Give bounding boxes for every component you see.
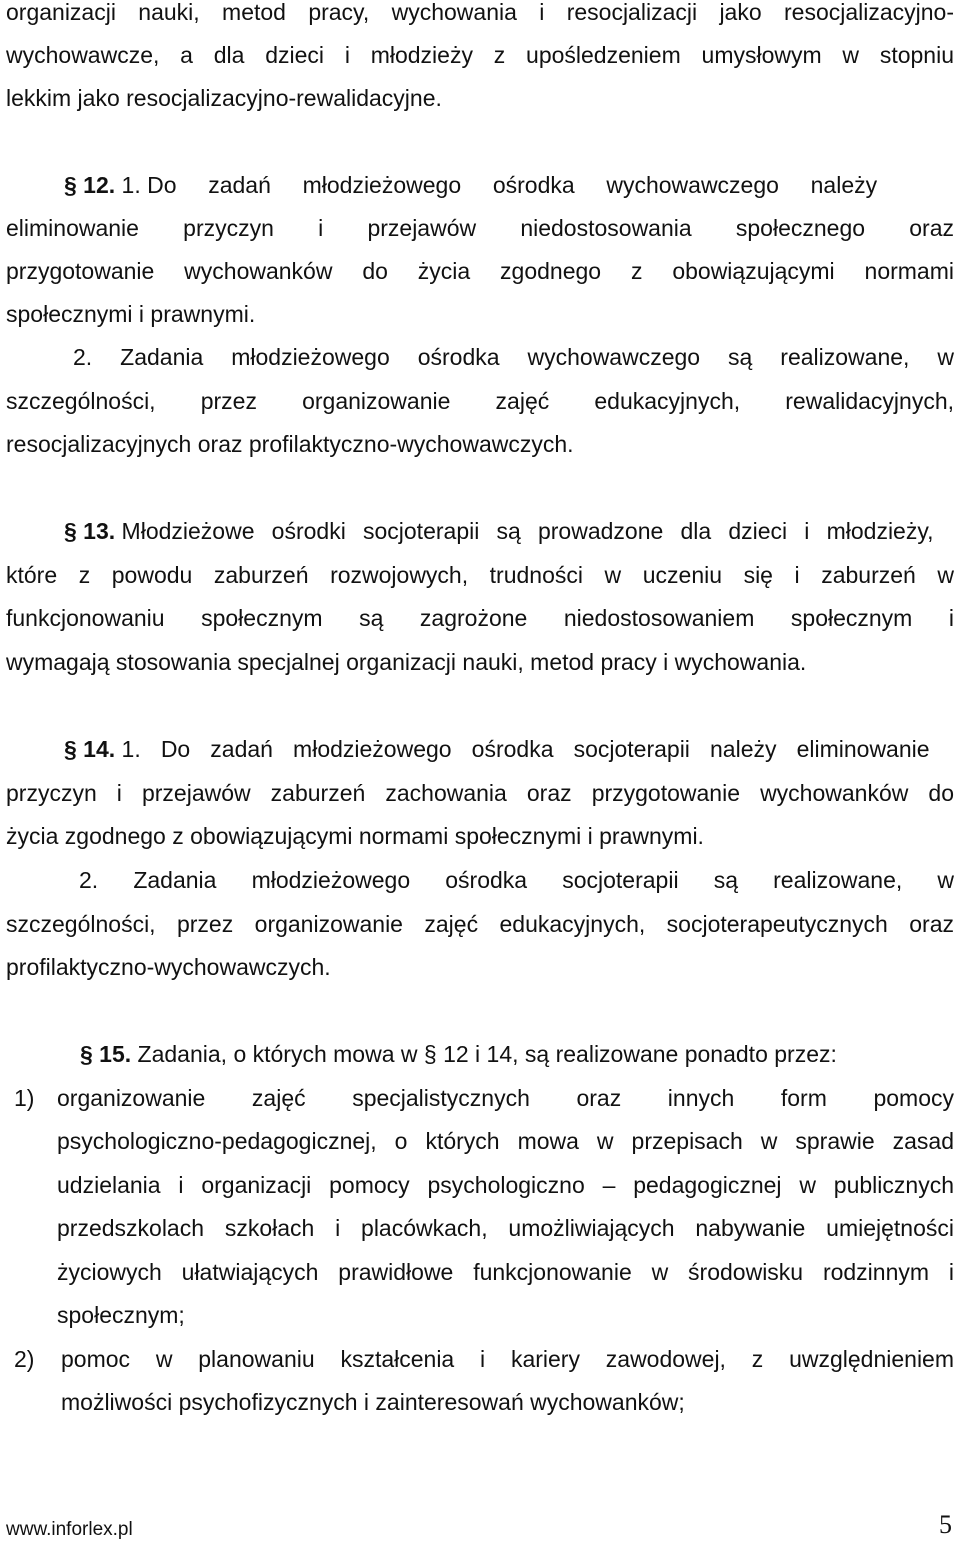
paragraph-line: wychowawcze, a dla dzieci i młodzieży z upośledzeniem umysłowym w stopniu (6, 42, 954, 68)
paragraph-line: 2. Zadania młodzieżowego ośrodka socjoterapii są realizowane, w (79, 867, 954, 893)
paragraph-line: lekkim jako resocjalizacyjno-rewalidacyjne. (6, 85, 442, 111)
paragraph-line: szczególności, przez organizowanie zajęć edukacyjnych, socjoterapeutycznych oraz (6, 911, 954, 937)
paragraph-line: eliminowanie przyczyn i przejawów niedostosowania społecznego oraz (6, 215, 954, 241)
paragraph-line: funkcjonowaniu społecznym są zagrożone niedostosowaniem społecznym i (6, 605, 954, 631)
paragraph-number: 1. (121, 172, 141, 198)
list-item-line: pomoc w planowaniu kształcenia i kariery zawodowej, z uwzględnieniem (61, 1346, 954, 1372)
paragraph-line: Do zadań młodzieżowego ośrodka wychowawczego należy (147, 172, 878, 198)
paragraph-line: 1. Do zadań młodzieżowego ośrodka socjoterapii należy eliminowanie (121, 736, 930, 762)
paragraph-line: przyczyn i przejawów zaburzeń zachowania oraz przygotowanie wychowanków do (6, 780, 954, 806)
paragraph-line: które z powodu zaburzeń rozwojowych, trudności w uczeniu się i zaburzeń w (6, 562, 954, 588)
section-13-line-1 (64, 517, 954, 545)
list-item-line: psychologiczno-pedagogicznej, o których mowa w przepisach w sprawie zasad (57, 1128, 954, 1154)
paragraph-line: wymagają stosowania specjalnej organizacji nauki, metod pracy i wychowania. (6, 649, 807, 675)
list-item-line: możliwości psychofizycznych i zainteresowań wychowanków; (61, 1389, 685, 1415)
section-marker: § 14. (64, 736, 116, 762)
paragraph-line: życia zgodnego z obowiązującymi normami społecznymi i prawnymi. (6, 823, 704, 849)
list-marker: 2) (14, 1346, 35, 1372)
paragraph-line: Zadania, o których mowa w § 12 i 14, są realizowane ponadto przez: (137, 1041, 837, 1067)
section-12-line-1 (64, 171, 954, 199)
list-item-line: społecznym; (57, 1302, 185, 1328)
paragraph-line: Młodzieżowe ośrodki socjoterapii są prowadzone dla dzieci i młodzieży, (121, 518, 934, 544)
paragraph-line: szczególności, przez organizowanie zajęć edukacyjnych, rewalidacyjnych, (6, 388, 954, 414)
paragraph-line: profilaktyczno-wychowawczych. (6, 954, 331, 980)
section-14-line-1 (64, 735, 954, 763)
list-marker: 1) (14, 1085, 35, 1111)
page-number: 5 (939, 1510, 952, 1539)
list-item-line: przedszkolach szkołach i placówkach, umożliwiających nabywanie umiejętności (57, 1215, 954, 1241)
paragraph-line: przygotowanie wychowanków do życia zgodnego z obowiązującymi normami (6, 258, 954, 284)
footer-url: www.inforlex.pl (6, 1519, 133, 1540)
section-marker: § 12. (64, 172, 116, 198)
list-item-line: życiowych ułatwiających prawidłowe funkcjonowanie w środowisku rodzinnym i (57, 1259, 954, 1285)
section-15-line-1 (80, 1040, 837, 1068)
paragraph-line: organizacji nauki, metod pracy, wychowania i resocjalizacji jako resocjalizacyjno- (6, 0, 954, 25)
section-marker: § 13. (64, 518, 116, 544)
paragraph-line: resocjalizacyjnych oraz profilaktyczno-wychowawczych. (6, 431, 574, 457)
list-item-line: udzielania i organizacji pomocy psychologiczno – pedagogicznej w publicznych (57, 1172, 954, 1198)
paragraph-line: 2. Zadania młodzieżowego ośrodka wychowawczego są realizowane, w (73, 344, 954, 370)
section-marker: § 15. (80, 1041, 132, 1067)
list-item-line: organizowanie zajęć specjalistycznych oraz innych form pomocy (57, 1085, 954, 1111)
paragraph-line: społecznymi i prawnymi. (6, 301, 256, 327)
